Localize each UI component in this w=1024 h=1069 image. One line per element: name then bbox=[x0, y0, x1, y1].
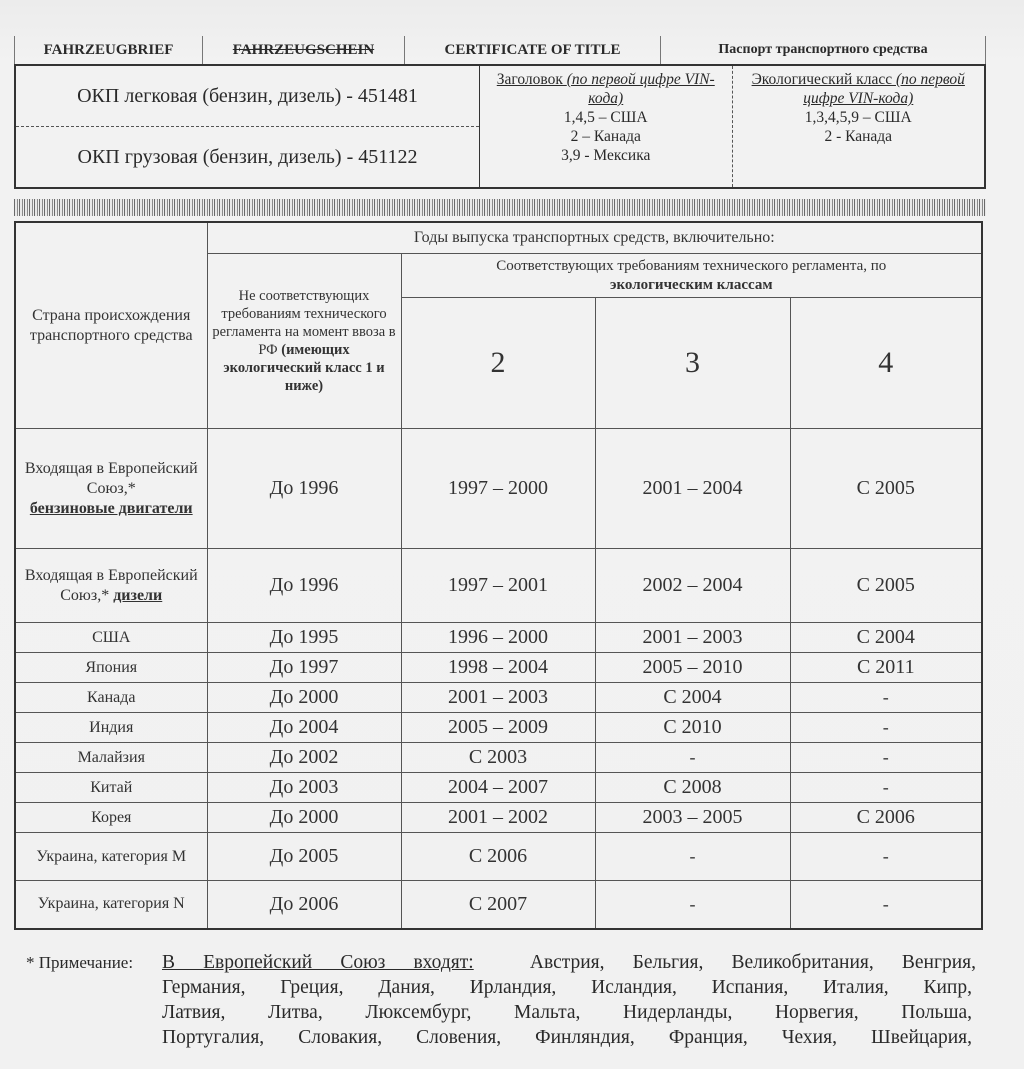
country-cell: Канада bbox=[15, 683, 207, 713]
value-cell: До 2005 bbox=[207, 833, 401, 881]
value-cell: - bbox=[595, 743, 790, 773]
country-name: Входящая в Европейский Союз,* bbox=[24, 459, 198, 497]
footnote-lead: В Европейский Союз входят: bbox=[162, 952, 474, 973]
value-cell: 2001 – 2003 bbox=[401, 683, 595, 713]
value-cell: До 1996 bbox=[207, 549, 401, 623]
value-cell: С 2003 bbox=[401, 743, 595, 773]
value-cell: 2001 – 2003 bbox=[595, 623, 790, 653]
tab-passport bbox=[660, 36, 986, 64]
value-cell: До 2006 bbox=[207, 881, 401, 929]
value-cell: До 2000 bbox=[207, 803, 401, 833]
country-cell bbox=[15, 549, 207, 623]
header-non-compliant bbox=[207, 254, 401, 429]
value-cell: До 2003 bbox=[207, 773, 401, 803]
value-cell: До 2000 bbox=[207, 683, 401, 713]
barcode-strip bbox=[14, 199, 986, 216]
country-cell: Корея bbox=[15, 803, 207, 833]
header-compliant bbox=[401, 254, 982, 298]
okp-truck: ОКП грузовая (бензин, дизель) - 451122 bbox=[77, 145, 418, 168]
country-cell: Китай bbox=[15, 773, 207, 803]
table-row bbox=[15, 833, 982, 881]
table-row bbox=[15, 653, 982, 683]
country-cell: Малайзия bbox=[15, 743, 207, 773]
table-row bbox=[15, 549, 982, 623]
value-cell: С 2007 bbox=[401, 881, 595, 929]
value-cell: С 2006 bbox=[401, 833, 595, 881]
footnote-lines bbox=[162, 975, 972, 1050]
header-non-compliant-text: Не соответствующих требованиям технического регламента на момент ввоза в РФ bbox=[212, 288, 396, 358]
value-cell: До 1996 bbox=[207, 429, 401, 549]
footnote-line: Латвия, Литва, Люксембург, Мальта, Нидерланды, Норвегия, Польша, bbox=[162, 1002, 972, 1023]
table-row bbox=[15, 743, 982, 773]
header-class-4: 4 bbox=[790, 298, 982, 429]
table-row bbox=[15, 773, 982, 803]
value-cell: С 2010 bbox=[595, 713, 790, 743]
value-cell: 1997 – 2000 bbox=[401, 429, 595, 549]
value-cell: - bbox=[595, 833, 790, 881]
footnote-label: * Примечание: bbox=[26, 953, 134, 972]
vin-title-line: 1,4,5 – США bbox=[563, 109, 648, 126]
header-tabs bbox=[14, 36, 986, 64]
footnote-countries: Австрия, Бельгия, Великобритания, Венгрия, bbox=[529, 952, 976, 973]
footnote-line-1 bbox=[162, 950, 976, 975]
country-name: Входящая в Европейский Союз,* bbox=[24, 566, 198, 604]
okp-passenger: ОКП легковая (бензин, дизель) - 451481 bbox=[16, 66, 479, 127]
value-cell: До 1997 bbox=[207, 653, 401, 683]
value-cell: - bbox=[790, 773, 982, 803]
country-cell: Украина, категория M bbox=[15, 833, 207, 881]
value-cell: 2001 – 2002 bbox=[401, 803, 595, 833]
vin-title-italic: (по первой цифре VIN-кода) bbox=[566, 71, 715, 107]
value-cell: 1997 – 2001 bbox=[401, 549, 595, 623]
value-cell: 1998 – 2004 bbox=[401, 653, 595, 683]
value-cell: 1996 – 2000 bbox=[401, 623, 595, 653]
vin-eco-line: 2 - Канада bbox=[824, 128, 893, 145]
value-cell: - bbox=[790, 881, 982, 929]
value-cell: - bbox=[790, 683, 982, 713]
vin-title-main: Заголовок bbox=[496, 71, 567, 88]
okp-codes bbox=[16, 66, 480, 187]
value-cell: 2005 – 2010 bbox=[595, 653, 790, 683]
country-cell bbox=[15, 429, 207, 549]
header-compliant-bold: экологическим классам bbox=[609, 276, 773, 293]
value-cell: 2003 – 2005 bbox=[595, 803, 790, 833]
vin-title-heading bbox=[480, 70, 732, 108]
value-cell: - bbox=[790, 833, 982, 881]
value-cell: 2002 – 2004 bbox=[595, 549, 790, 623]
okp-vin-info-box bbox=[14, 64, 986, 189]
value-cell: С 2004 bbox=[595, 683, 790, 713]
footnote bbox=[26, 950, 976, 1048]
header-years: Годы выпуска транспортных средств, включительно: bbox=[207, 222, 982, 254]
value-cell: До 1995 bbox=[207, 623, 401, 653]
tab-fahrzeugbrief bbox=[14, 36, 202, 64]
vin-title-line: 3,9 - Мексика bbox=[561, 147, 651, 164]
vin-legend bbox=[480, 66, 984, 187]
value-cell: - bbox=[790, 713, 982, 743]
value-cell: - bbox=[595, 881, 790, 929]
footnote-line: Португалия, Словакия, Словения, Финляндия, Франция, Чехия, Швейцария, bbox=[162, 1027, 972, 1048]
value-cell: С 2011 bbox=[790, 653, 982, 683]
value-cell: С 2005 bbox=[790, 429, 982, 549]
value-cell: - bbox=[790, 743, 982, 773]
table-row bbox=[15, 683, 982, 713]
table-row bbox=[15, 713, 982, 743]
vin-eco-line: 1,3,4,5,9 – США bbox=[804, 109, 912, 126]
header-class-2: 2 bbox=[401, 298, 595, 429]
value-cell: С 2005 bbox=[790, 549, 982, 623]
tab-label: FAHRZEUGSCHEIN bbox=[232, 41, 375, 58]
value-cell: До 2004 bbox=[207, 713, 401, 743]
table-row bbox=[15, 623, 982, 653]
country-cell: Индия bbox=[15, 713, 207, 743]
header-non-compliant-bold: (имеющих экологический класс 1 и ниже) bbox=[223, 342, 385, 394]
vin-eco-legend bbox=[733, 66, 985, 187]
table-row bbox=[15, 803, 982, 833]
tab-fahrzeugschein bbox=[202, 36, 404, 64]
country-cell: Украина, категория N bbox=[15, 881, 207, 929]
value-cell: 2004 – 2007 bbox=[401, 773, 595, 803]
header-class-3: 3 bbox=[595, 298, 790, 429]
vin-eco-italic: (по первой цифре VIN-кода) bbox=[803, 71, 965, 107]
value-cell: 2001 – 2004 bbox=[595, 429, 790, 549]
tab-label: CERTIFICATE OF TITLE bbox=[444, 41, 621, 58]
table-row bbox=[15, 429, 982, 549]
tab-label: Паспорт транспортного средства bbox=[718, 42, 928, 57]
value-cell: До 2002 bbox=[207, 743, 401, 773]
value-cell: С 2004 bbox=[790, 623, 982, 653]
header-compliant-text: Соответствующих требованиям технического регламента, по bbox=[496, 257, 887, 274]
value-cell: С 2008 bbox=[595, 773, 790, 803]
eco-class-table bbox=[14, 221, 983, 930]
country-cell: Япония bbox=[15, 653, 207, 683]
country-qualifier: дизели bbox=[113, 586, 163, 604]
header-country: Страна происхождения транспортного средства bbox=[15, 222, 207, 429]
vin-title-legend bbox=[480, 66, 733, 187]
country-qualifier: бензиновые двигатели bbox=[29, 499, 193, 517]
tab-label: FAHRZEUGBRIEF bbox=[43, 41, 174, 58]
vin-eco-main: Экологический класс bbox=[751, 71, 896, 88]
table-row bbox=[15, 881, 982, 929]
country-cell: США bbox=[15, 623, 207, 653]
value-cell: 2005 – 2009 bbox=[401, 713, 595, 743]
vin-eco-heading bbox=[733, 70, 985, 108]
value-cell: С 2006 bbox=[790, 803, 982, 833]
vin-title-line: 2 – Канада bbox=[570, 128, 641, 145]
tab-certificate-of-title bbox=[404, 36, 660, 64]
footnote-line: Германия, Греция, Дания, Ирландия, Исландия, Испания, Италия, Кипр, bbox=[162, 977, 972, 998]
